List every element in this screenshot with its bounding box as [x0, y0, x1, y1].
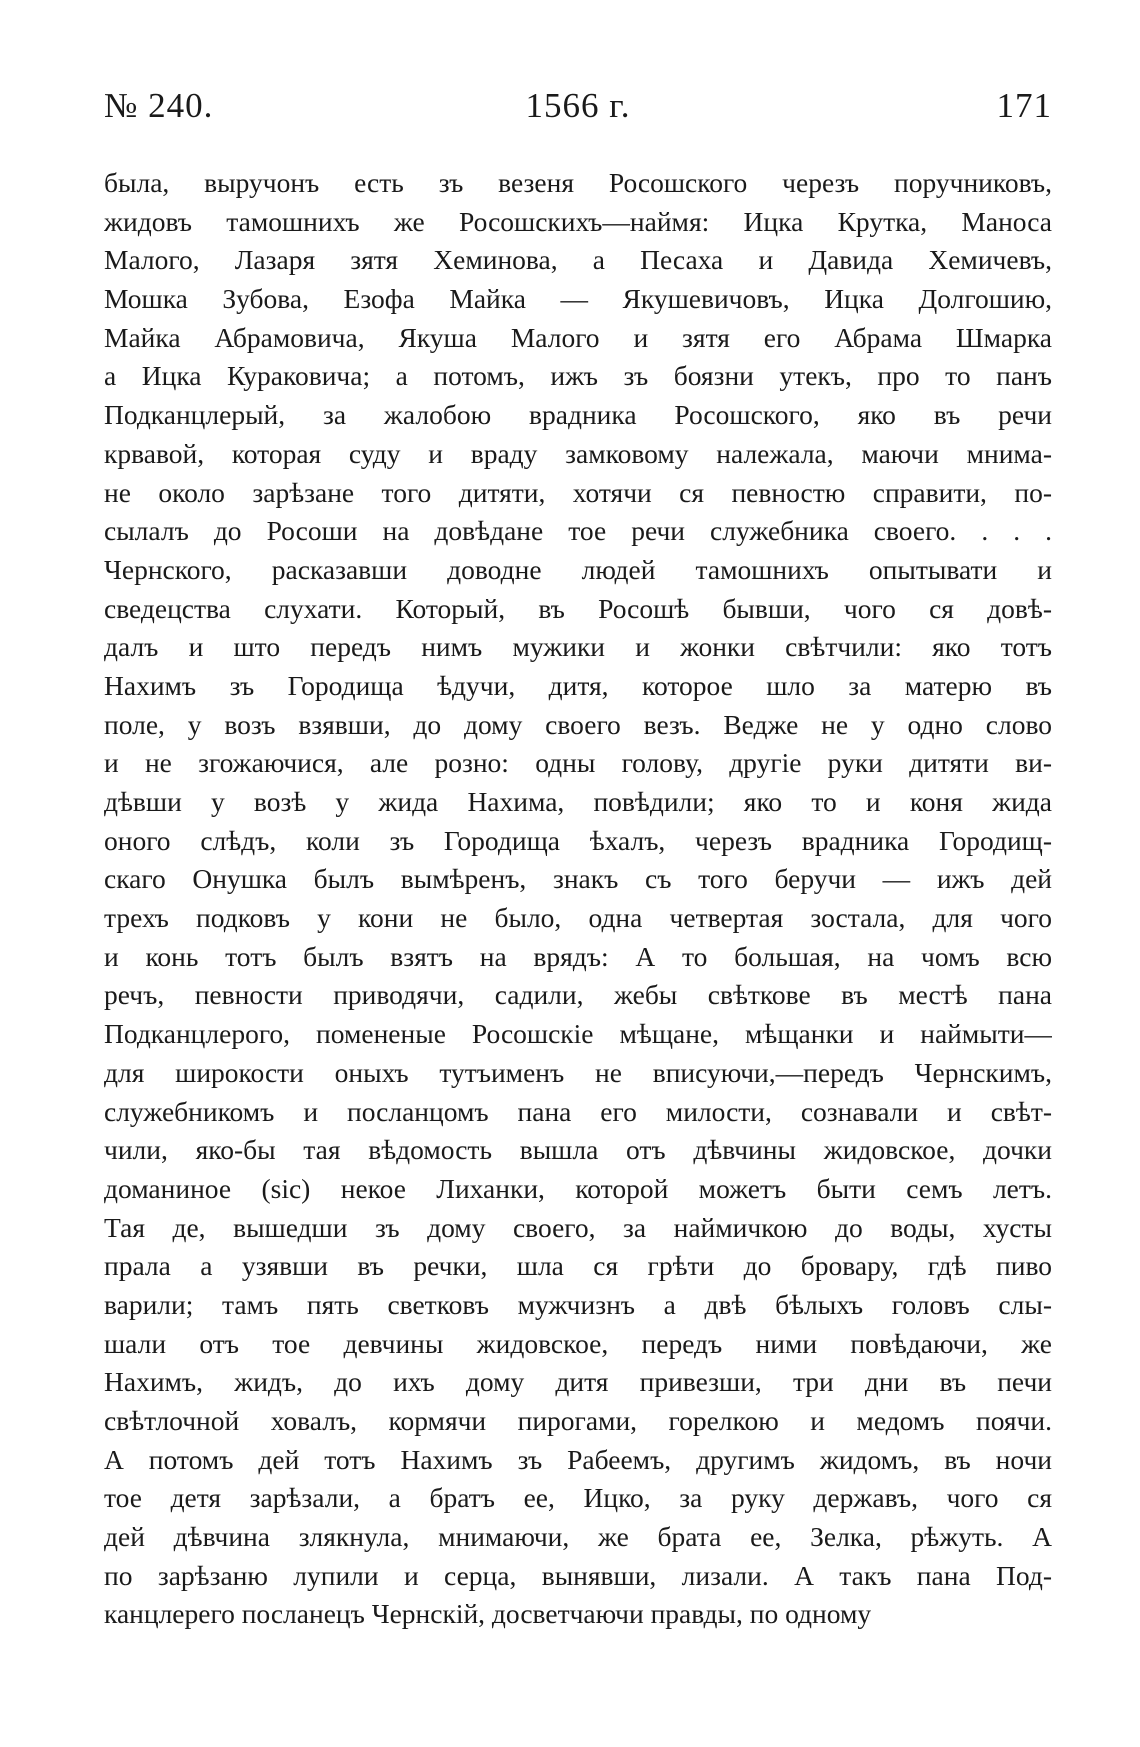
text-line: Малого, Лазаря зятя Хеминова, а Песаха и Давида Хемичевъ,: [104, 244, 1052, 276]
text-line: Нахимъ, жидъ, до ихъ дому дитя привезши, три дни въ печи: [104, 1366, 1052, 1398]
text-line: служебникомъ и посланцомъ пана его милости, сознавали и свѣт-: [104, 1095, 1052, 1127]
text-line: не около зарѣзане того дитяти, хотячи ся певностю справити, по-: [104, 476, 1052, 508]
text-line: прала а узявши въ речки, шла ся грѣти до бровару, гдѣ пиво: [104, 1250, 1052, 1282]
text-line: Майка Абрамовича, Якуша Малого и зятя его Абрама Шмарка: [104, 321, 1052, 353]
page-number: 171: [996, 86, 1052, 125]
text-line: дѣвши у возѣ у жида Нахима, повѣдили; яко то и коня жида: [104, 786, 1052, 817]
year-heading: 1566 г.: [525, 86, 631, 125]
document-number: № 240.: [104, 86, 214, 125]
text-line: и конь тотъ былъ взятъ на врядъ: А то большая, на чомъ всю: [104, 940, 1052, 972]
text-line: сведецства слухати. Который, въ Росошѣ бывши, чого ся довѣ-: [104, 592, 1052, 624]
text-line: тое детя зарѣзали, а братъ ее, Ицко, за руку державъ, чого ся: [104, 1482, 1052, 1514]
text-line: речъ, певности приводячи, садили, жебы свѣткове въ местѣ пана: [104, 979, 1052, 1011]
text-line: канцлерего посланецъ Чернскій, досветчаючи правды, по одному: [104, 1598, 872, 1630]
text-line: Тая де, вышедши зъ дому своего, за наймичкою до воды, хусты: [104, 1211, 1052, 1243]
text-line: по зарѣзаню лупили и серца, вынявши, лизали. А такъ пана Под-: [104, 1559, 1052, 1591]
text-line: для широкости оныхъ тутъименъ не вписуючи,—передъ Чернскимъ,: [104, 1056, 1052, 1088]
text-line: шали отъ тое девчины жидовское, передъ ними повѣдаючи, же: [104, 1327, 1052, 1359]
text-line: свѣтлочной ховалъ, кормячи пирогами, горелкою и медомъ поячи.: [104, 1405, 1052, 1436]
text-line: чили, яко-бы тая вѣдомость вышла отъ дѣвчины жидовское, дочки: [104, 1134, 1052, 1166]
text-line: сылалъ до Росоши на довѣдане тое речи служебника своего. . . .: [104, 515, 1052, 547]
text-line: и не згожаючися, але розно: одны голову, другіе руки дитяти ви-: [104, 747, 1052, 779]
text-line: А потомъ дей тотъ Нахимъ зъ Рабеемъ, другимъ жидомъ, въ ночи: [104, 1443, 1052, 1475]
text-line: далъ и што передъ нимъ мужики и жонки свѣтчили: яко тотъ: [104, 631, 1052, 663]
text-line: дей дѣвчина злякнула, мнимаючи, же брата ее, Зелка, рѣжуть. А: [104, 1521, 1052, 1553]
text-line: а Ицка Кураковича; а потомъ, ижъ зъ боязни утекъ, про то панъ: [104, 360, 1052, 392]
text-line: жидовъ тамошнихъ же Росошскихъ—наймя: Ицка Крутка, Маноса: [104, 205, 1052, 237]
text-line: трехъ подковъ у кони не было, одна четвертая зостала, для чого: [104, 902, 1052, 934]
text-line: была, выручонъ есть зъ везеня Росошского черезъ поручниковъ,: [104, 167, 1052, 198]
text-line: оного слѣдъ, коли зъ Городища ѣхалъ, черезъ врадника Городищ-: [104, 824, 1052, 856]
text-line: доманиное (sic) некое Лиханки, которой можетъ быти семъ летъ.: [104, 1172, 1052, 1204]
text-line: скаго Онушка былъ вымѣренъ, знакъ съ того беручи — ижъ дей: [104, 863, 1052, 895]
text-line: Нахимъ зъ Городища ѣдучи, дитя, которое шло за матерю въ: [104, 669, 1052, 701]
text-line: варили; тамъ пять светковъ мужчизнъ а двѣ бѣлыхъ головъ слы-: [104, 1288, 1052, 1320]
text-line: поле, у возъ взявши, до дому своего везъ. Ведже не у одно слово: [104, 708, 1052, 740]
text-line: крвавой, которая суду и враду замковому належала, маючи мнима-: [104, 437, 1052, 469]
text-line: Мошка Зубова, Езофа Майка — Якушевичовъ, Ицка Долгошию,: [104, 283, 1052, 315]
body-text: [104, 164, 1052, 1634]
page-header: [104, 86, 1052, 130]
text-line: Чернского, расказавши доводне людей тамошнихъ опытывати и: [104, 553, 1052, 585]
text-line: Подканцлерый, за жалобою врадника Росошского, яко въ речи: [104, 399, 1052, 431]
text-line: Подканцлерого, помененые Росошскіе мѣщане, мѣщанки и наймыти—: [104, 1018, 1052, 1050]
